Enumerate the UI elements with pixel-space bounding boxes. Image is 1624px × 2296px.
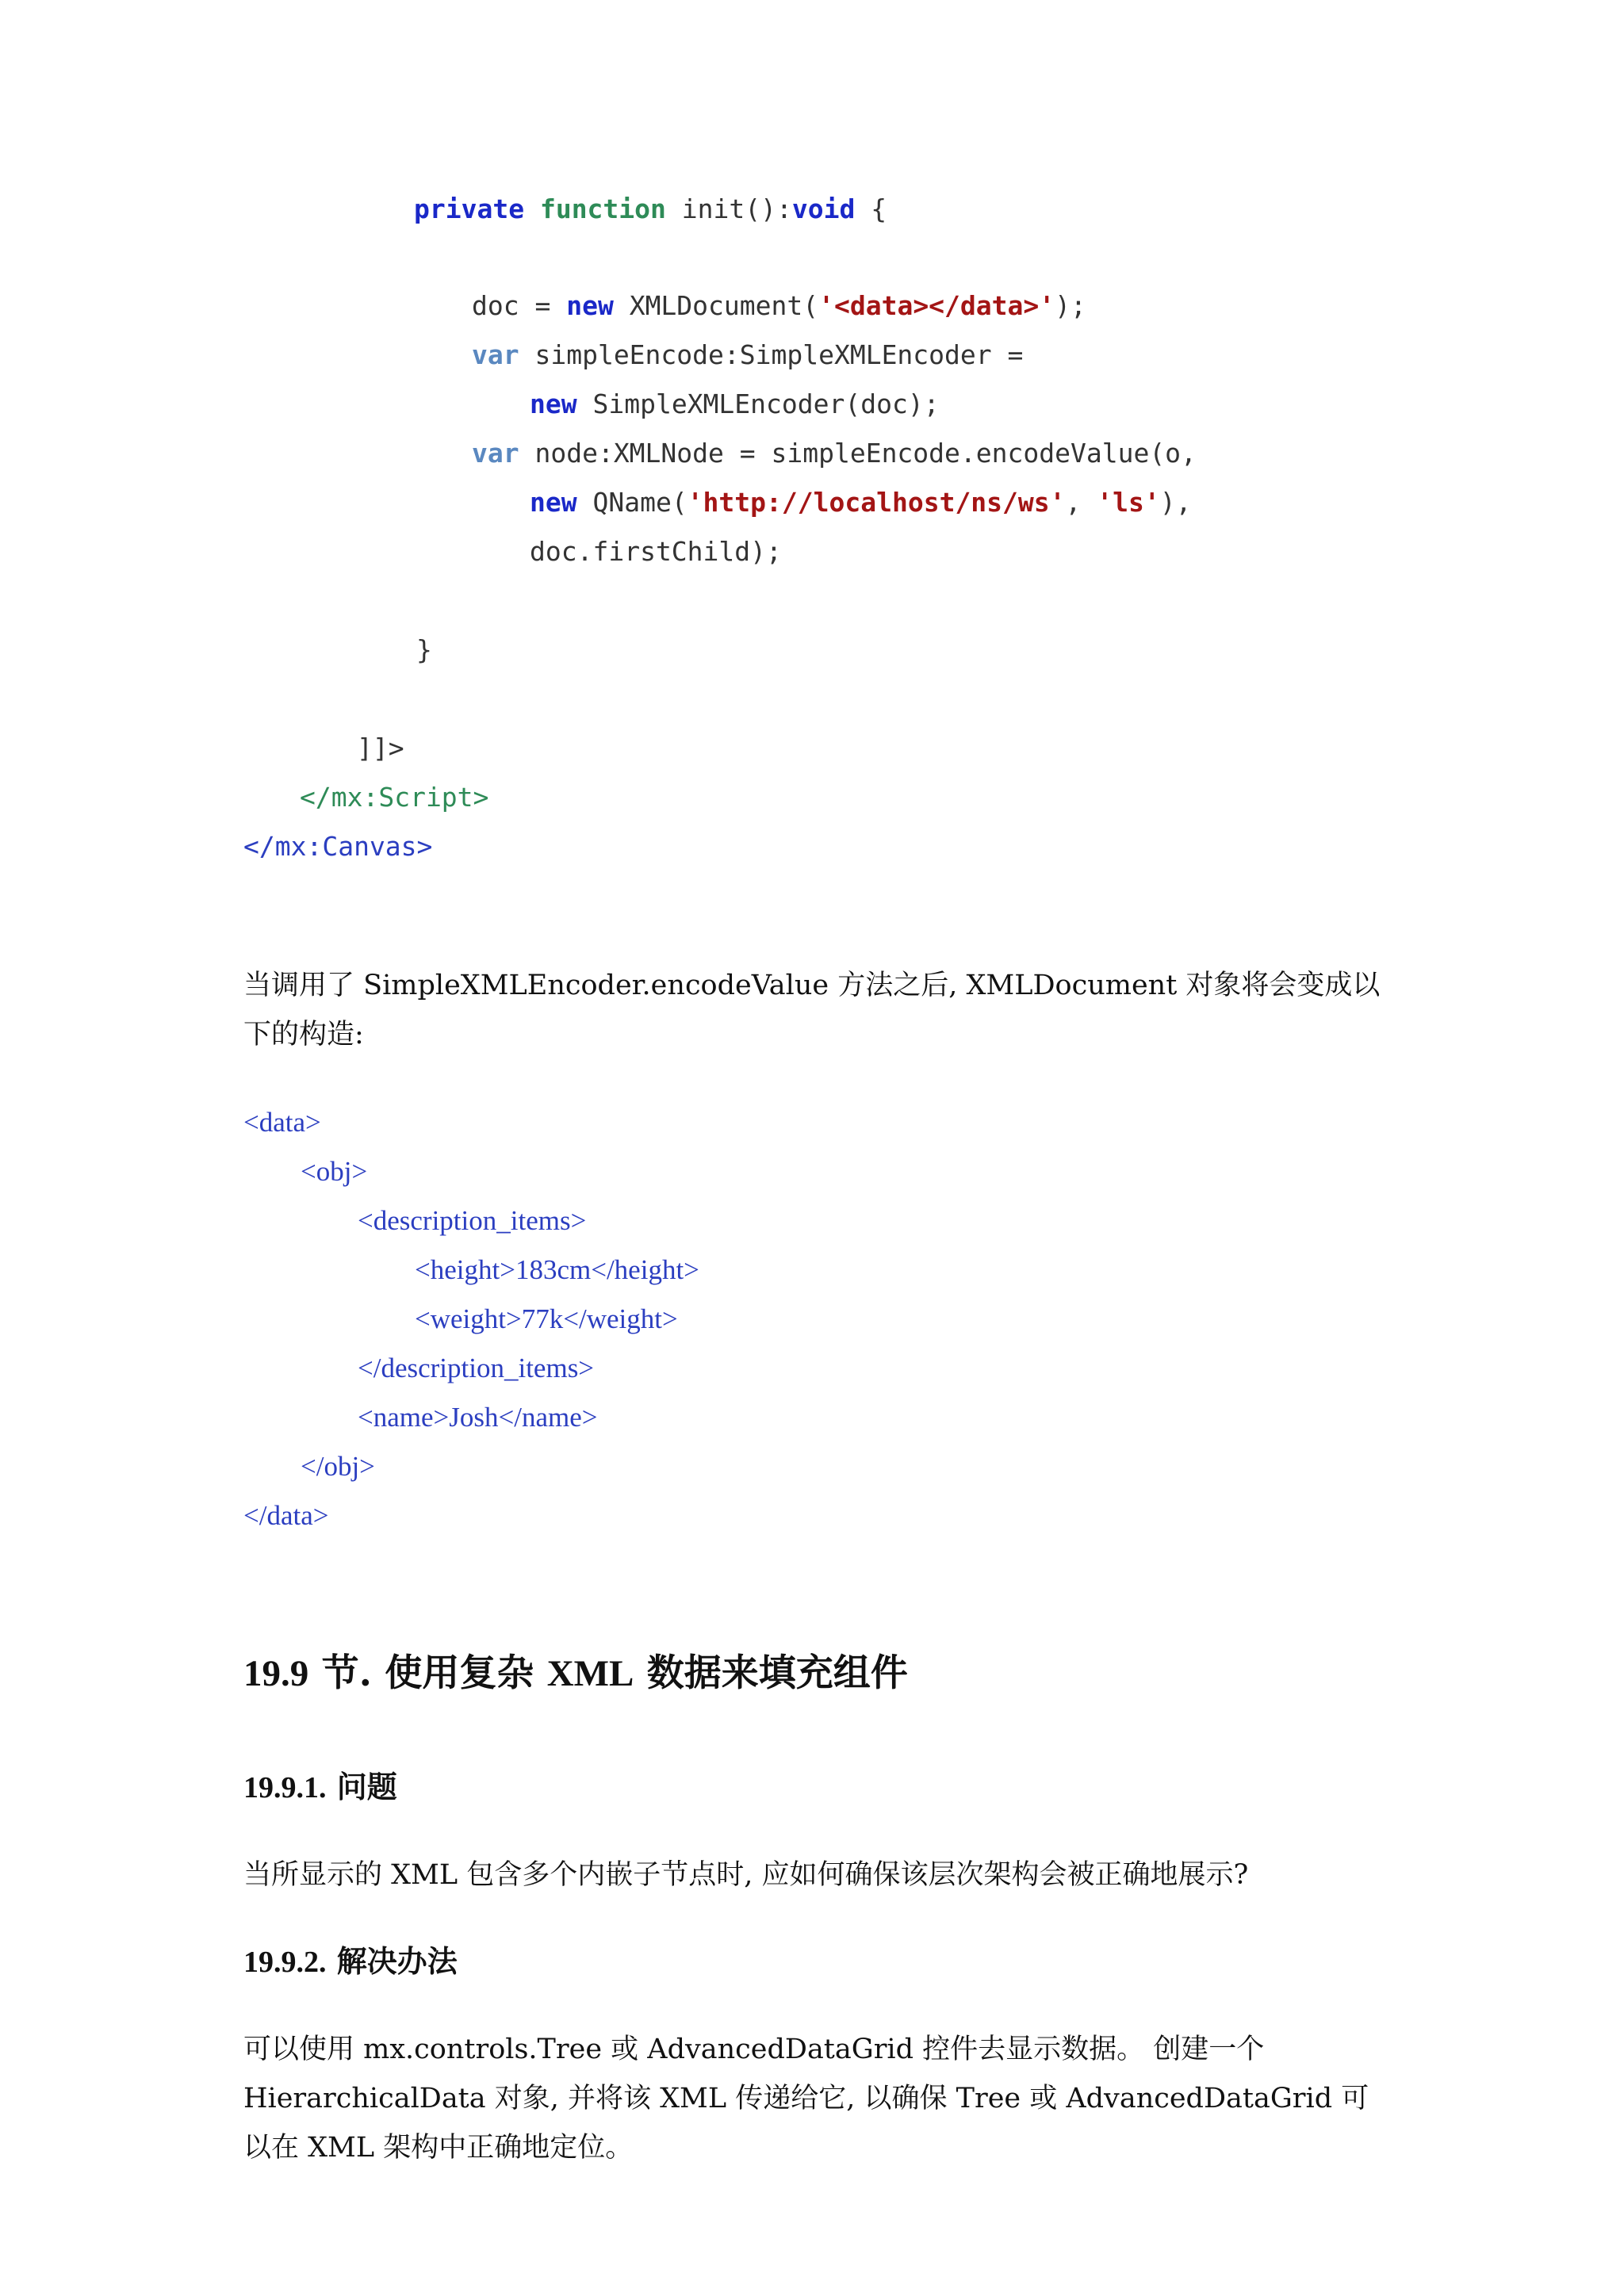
xml-line: <description_items> xyxy=(358,1205,587,1236)
code-string: 'http://localhost/ns/ws' xyxy=(687,487,1066,518)
code-text: ), xyxy=(1159,487,1192,518)
code-keyword: new xyxy=(530,487,577,518)
paragraph-problem: 当所显示的 XML 包含多个内嵌子节点时, 应如何确保该层次架构会被正确地展示? xyxy=(243,1859,1249,1891)
code-line-doc-assign xyxy=(472,290,1086,322)
subsection-title: 问题 xyxy=(326,1769,397,1804)
code-text: doc.firstChild); xyxy=(530,536,782,567)
xml-line: <obj> xyxy=(301,1156,368,1187)
code-tag: </mx:Script> xyxy=(300,782,489,813)
section-title-part: XML xyxy=(546,1653,634,1694)
code-text: init(): xyxy=(665,193,792,224)
subsection-number: 19.9.2. xyxy=(243,1946,327,1979)
code-keyword: private xyxy=(414,193,525,224)
code-keyword: function xyxy=(539,193,666,224)
code-text: { xyxy=(855,193,887,224)
paragraph-encode-result: 当调用了 SimpleXMLEncoder.encodeValue 方法之后, XMLDocument 对象将会变成以下的构造: xyxy=(243,970,1381,1050)
xml-line: <height>183cm</height> xyxy=(415,1254,699,1285)
subsection-number: 19.9.1. xyxy=(243,1771,327,1804)
code-keyword: var xyxy=(472,339,519,370)
xml-line: </description_items> xyxy=(358,1353,595,1383)
code-line-var-encoder xyxy=(472,339,1023,371)
code-text: XMLDocument( xyxy=(613,290,819,321)
xml-line: <data> xyxy=(243,1107,321,1138)
code-text: ]]> xyxy=(357,733,404,763)
xml-line: </obj> xyxy=(301,1451,375,1482)
subsection-heading-solution xyxy=(243,1939,458,1984)
code-text: simpleEncode:SimpleXMLEncoder = xyxy=(519,339,1024,370)
paragraph-solution: 可以使用 mx.controls.Tree 或 AdvancedDataGrid 控件去显示数据。 创建一个 HierarchicalData 对象, 并将该 XML 传递给它, 以确保 Tree 或 AdvancedDataGrid 可以在 XML 架构中正确地定位。 xyxy=(243,2034,1369,2164)
code-line-first-child xyxy=(530,536,782,568)
code-text: } xyxy=(416,634,432,665)
code-string: 'ls' xyxy=(1097,487,1160,518)
code-line-script-close xyxy=(300,782,488,813)
code-tag: </mx:Canvas> xyxy=(243,831,433,862)
code-text: node:XMLNode = simpleEncode.encodeValue(o, xyxy=(519,438,1197,469)
xml-line: <name>Josh</name> xyxy=(358,1402,598,1433)
code-line-cdata-end xyxy=(357,733,404,764)
code-text: SimpleXMLEncoder(doc); xyxy=(576,388,940,419)
code-keyword: new xyxy=(530,388,577,419)
code-line-function-declaration xyxy=(414,193,887,225)
section-number: 19.9 xyxy=(243,1653,309,1694)
xml-line: </data> xyxy=(243,1500,329,1531)
code-line-new-encoder xyxy=(530,388,940,420)
code-keyword: var xyxy=(472,438,519,469)
code-text: doc = xyxy=(472,290,567,321)
section-title-part: 数据来填充组件 xyxy=(634,1651,908,1695)
code-text: ); xyxy=(1055,290,1086,321)
subsection-title: 解决办法 xyxy=(326,1943,458,1979)
code-text: QName( xyxy=(576,487,688,518)
code-line-close-brace xyxy=(416,634,432,666)
code-line-var-node xyxy=(472,438,1197,469)
code-line-canvas-close xyxy=(243,831,432,863)
section-heading xyxy=(243,1649,908,1698)
code-keyword: void xyxy=(791,193,856,224)
code-keyword: new xyxy=(566,290,614,321)
code-string: '<data></data>' xyxy=(818,290,1055,321)
code-text: , xyxy=(1065,487,1097,518)
xml-line: <weight>77k</weight> xyxy=(415,1303,678,1334)
section-title-part: 节. 使用复杂 xyxy=(308,1651,547,1695)
code-line-new-qname xyxy=(530,487,1192,519)
subsection-heading-problem xyxy=(243,1765,397,1810)
